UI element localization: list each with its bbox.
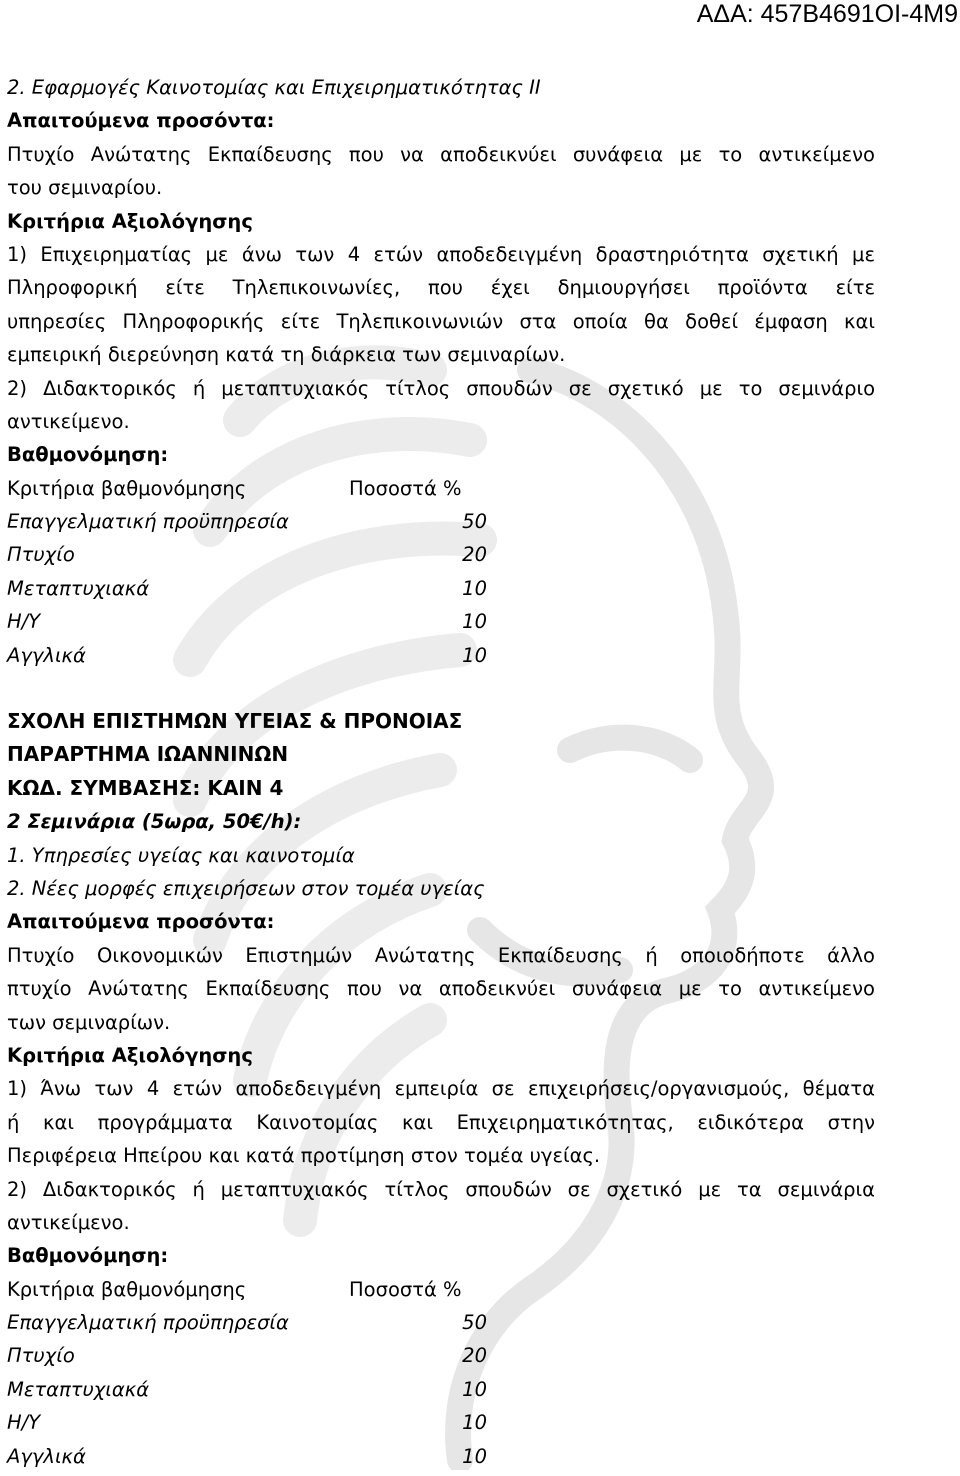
grading-percent: 20 [462, 1344, 487, 1368]
criteria-line: 2) Διδακτορικός ή μεταπτυχιακός τίτλος σπουδών σε σχετικό με το σεμινάριο [7, 376, 875, 400]
grading-criterion: Επαγγελματική προϋπηρεσία [7, 1311, 289, 1335]
criteria-line: υπηρεσίες Πληροφορικής είτε Τηλεπικοινωνιών στα οποία θα δοθεί έμφαση και [7, 309, 875, 333]
required-qualifications-line: Πτυχίο Οικονομικών Επιστημών Ανώτατης Εκπαίδευσης ή οποιοδήποτε άλλο [7, 943, 875, 967]
grading-table-header [7, 1273, 487, 1306]
criteria-line: ή και προγράμματα Καινοτομίας και Επιχειρηματικότητας, ειδικότερα στην [7, 1110, 875, 1134]
grading-percent: 10 [462, 1377, 487, 1401]
criteria-line: εμπειρική διερεύνηση κατά τη διάρκεια των σεμιναρίων. [7, 343, 566, 367]
required-qualifications-line: των σεμιναρίων. [7, 1010, 171, 1034]
seminar-title: 2. Εφαρμογές Καινοτομίας και Επιχειρηματικότητας ΙΙ [7, 76, 541, 99]
criteria-line: 2) Διδακτορικός ή μεταπτυχιακός τίτλος σπουδών σε σχετικό με τα σεμινάρια [7, 1177, 875, 1201]
criteria-line: 1) Επιχειρηματίας με άνω των 4 ετών αποδεδειγμένη δραστηριότητα σχετική με [7, 242, 875, 266]
grading-criteria-header: Κριτήρια βαθμονόμησης [7, 476, 247, 500]
criteria-line: αντικείμενο. [7, 409, 130, 433]
grading-criterion: Μεταπτυχιακά [7, 1377, 150, 1401]
grading-criterion: Μεταπτυχιακά [7, 576, 150, 600]
grading-table-row [7, 538, 487, 571]
grading-label: Βαθμονόμηση: [7, 443, 169, 467]
criteria-line: Πληροφορική είτε Τηλεπικοινωνίες, που έχει δημιουργήσει προϊόντα είτε [7, 276, 875, 300]
grading-criterion: Πτυχίο [7, 1344, 75, 1368]
grading-table-row [7, 605, 487, 638]
required-qualifications-label: Απαιτούμενα προσόντα: [7, 109, 275, 133]
required-qualifications-line: πτυχίο Ανώτατης Εκπαίδευσης που να αποδεικνύει συνάφεια με το αντικείμενο [7, 977, 875, 1001]
school-heading: ΣΧΟΛΗ ΕΠΙΣΤΗΜΩΝ ΥΓΕΙΑΣ & ΠΡΟΝΟΙΑΣ [7, 709, 463, 734]
required-qualifications-label: Απαιτούμενα προσόντα: [7, 910, 275, 934]
grading-table-header [7, 472, 487, 505]
required-qualifications-line: του σεμιναρίου. [7, 176, 163, 200]
grading-criterion: Επαγγελματική προϋπηρεσία [7, 510, 289, 534]
document-body [7, 71, 875, 1473]
grading-criterion: Η/Υ [7, 610, 41, 634]
seminar-item: 1. Υπηρεσίες υγείας και καινοτομία [7, 843, 355, 867]
grading-table-row [7, 1406, 487, 1439]
criteria-line: Περιφέρεια Ηπείρου και κατά προτίμηση στον τομέα υγείας. [7, 1144, 601, 1168]
grading-percent: 10 [462, 1444, 487, 1468]
grading-table-row [7, 1440, 487, 1473]
grading-table-row [7, 572, 487, 605]
grading-percent-header: Ποσοστά % [349, 476, 462, 500]
grading-table-row [7, 505, 487, 538]
grading-percent: 10 [462, 610, 487, 634]
grading-criterion: Η/Υ [7, 1411, 41, 1435]
criteria-line: 1) Άνω των 4 ετών αποδεδειγμένη εμπειρία σε επιχειρήσεις/οργανισμούς, θέματα [7, 1077, 875, 1101]
grading-table-row [7, 1306, 487, 1339]
criteria-line: αντικείμενο. [7, 1210, 130, 1234]
evaluation-criteria-label: Κριτήρια Αξιολόγησης [7, 209, 253, 233]
grading-criterion: Πτυχίο [7, 543, 75, 567]
grading-percent: 10 [462, 643, 487, 667]
grading-percent: 20 [462, 543, 487, 567]
required-qualifications-line: Πτυχίο Ανώτατης Εκπαίδευσης που να αποδεικνύει συνάφεια με το αντικείμενο [7, 142, 875, 166]
grading-percent: 50 [462, 1311, 487, 1335]
ada-identifier: ΑΔΑ: 457Β4691ΟΙ-4Μ9 [696, 0, 958, 28]
grading-criterion: Αγγλικά [7, 1444, 86, 1468]
contract-code: ΚΩΔ. ΣΥΜΒΑΣΗΣ: ΚΑΙΝ 4 [7, 775, 284, 800]
grading-criteria-header: Κριτήρια βαθμονόμησης [7, 1277, 247, 1301]
section-spacer [7, 672, 875, 705]
grading-table-row [7, 1373, 487, 1406]
grading-label: Βαθμονόμηση: [7, 1244, 169, 1268]
seminar-item: 2. Νέες μορφές επιχειρήσεων στον τομέα υγείας [7, 876, 485, 900]
grading-percent-header: Ποσοστά % [349, 1277, 462, 1301]
grading-percent: 10 [462, 1411, 487, 1435]
grading-percent: 50 [462, 510, 487, 534]
grading-criterion: Αγγλικά [7, 643, 86, 667]
grading-table-row [7, 639, 487, 672]
branch-heading: ΠΑΡΑΡΤΗΜΑ ΙΩΑΝΝΙΝΩΝ [7, 742, 289, 767]
seminars-count: 2 Σεμινάρια (5ωρα, 50€/h): [7, 810, 302, 834]
grading-table-row [7, 1339, 487, 1372]
grading-table [7, 472, 875, 672]
grading-percent: 10 [462, 576, 487, 600]
grading-table [7, 1273, 875, 1473]
evaluation-criteria-label: Κριτήρια Αξιολόγησης [7, 1043, 253, 1067]
